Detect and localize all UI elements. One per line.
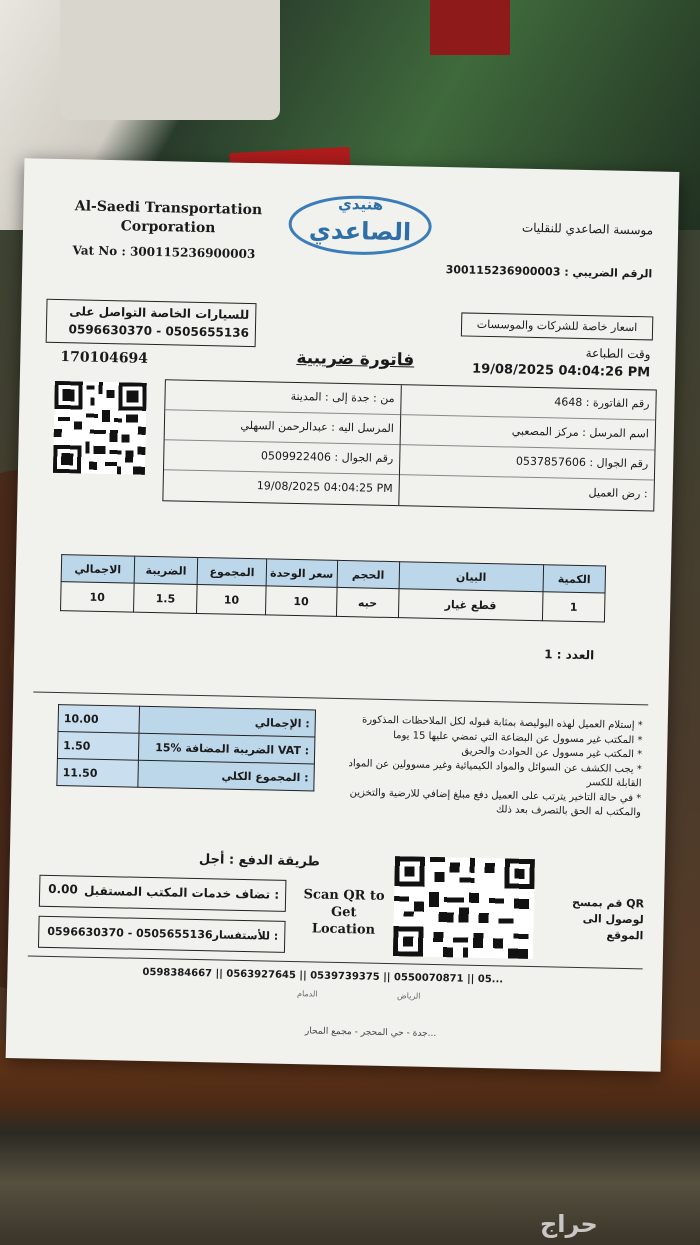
note-item: * إستلام العميل لهذه البوليصة بمثابة قبوله لكل الملاحظات المذكورة	[361, 714, 643, 732]
inquiry-phones: 0596630370 - 0505655136	[47, 924, 213, 942]
address: جدة - حي المحجر - مجمع المحار...	[304, 1026, 437, 1040]
contact-line-2: 0596630370 - 0505655136	[68, 322, 250, 340]
cell-unit-price: 10	[265, 586, 336, 616]
header-sum: المجموع	[198, 557, 267, 585]
print-time-label: وقت الطباعة	[585, 346, 651, 362]
totals-table	[56, 704, 316, 791]
vat-number-ar: الرقم الضريبي : 300115236900003	[445, 263, 653, 281]
header-size: الحجم	[337, 560, 400, 588]
printer-background	[60, 0, 280, 120]
bill-number: 170104694	[60, 349, 149, 367]
fees-label: تضاف خدمات المكتب المستقبل :	[83, 883, 280, 902]
header-quantity: الكمية	[543, 565, 606, 593]
note-item: * في حالة التاخير يترتب على العميل دفع مبلغ إضافي للارضية والتخزين والمكتب له الحق بالتصرف بعد ذلك	[349, 786, 642, 819]
company-name-ar: موسسة الصاعدي للنقليات	[521, 220, 654, 238]
note-item: * يجب الكشف عن السوائل والمواد الكيميائية وغير مسوولين عن المواد القابلة للكسر	[348, 757, 642, 790]
from-to-field: من : جدة إلى : المدينة	[165, 380, 401, 415]
grand-total-value: 11.50	[57, 759, 139, 788]
recipient-phone-field: رقم الجوال : 0509922406	[164, 440, 400, 475]
divider	[28, 955, 643, 969]
note-item: * المكتب غير مسوول عن البضاعة التي تمضي عليها 15 يوما	[393, 729, 643, 746]
vat-number-en: Vat No : 300115236900003	[72, 243, 256, 262]
header-description: البيان	[399, 562, 543, 592]
scan-qr-en: Scan QR to Get Location	[303, 887, 385, 938]
inquiry-label: للأستفسار :	[212, 928, 279, 943]
contact-line-1: للسيارات الخاصة التواصل على	[69, 304, 250, 322]
items-count: العدد : 1	[544, 647, 595, 663]
grand-total-label: المجموع الكلي :	[138, 760, 315, 791]
header-unit-price: سعر الوحدة	[266, 559, 337, 587]
invoice-title: فاتورة ضريبية	[296, 347, 415, 371]
invoice-paper	[6, 158, 680, 1072]
haraj-watermark: حراج	[540, 1210, 598, 1238]
red-object-background	[430, 0, 510, 55]
shipment-info-box	[162, 379, 656, 511]
print-time-value: 19/08/2025 04:04:26 PM	[471, 361, 651, 381]
client-field: رض العميل :	[588, 486, 648, 501]
location-qr-code-icon	[393, 856, 535, 959]
qr-code-icon	[53, 381, 147, 475]
divider	[33, 692, 648, 706]
info-left-column	[163, 380, 401, 505]
vat-value: 1.50	[57, 732, 139, 761]
totals-row	[57, 759, 315, 791]
subtotal-value: 10.00	[58, 705, 140, 734]
payment-method: طريقة الدفع : أجل	[198, 852, 320, 870]
vat-label: الضريبة المضافة %15 VAT :	[138, 733, 315, 764]
private-cars-contact-box	[46, 299, 257, 347]
cell-size: حبه	[336, 587, 399, 617]
branch-dammam: الدمام	[296, 989, 318, 999]
branch-phones: 0598384667 || 0563927645 || 0539739375 || 0550070871 || 05...	[142, 966, 504, 986]
cell-sum: 10	[197, 584, 266, 614]
company-name-en: Al-Saedi Transportation Corporation	[74, 198, 263, 237]
subtotal-label: الإجمالي :	[139, 706, 316, 737]
fees-value: 0.00	[48, 881, 78, 897]
svg-text:هنيدي: هنيدي	[337, 194, 384, 214]
cell-quantity: 1	[542, 592, 605, 622]
info-right-column	[399, 385, 655, 510]
cell-tax: 1.5	[133, 583, 197, 613]
inquiry-box	[38, 916, 286, 953]
items-table	[60, 554, 606, 622]
terms-notes	[331, 713, 643, 821]
header-tax: الضريبة	[134, 556, 198, 584]
receiving-office-fees-box	[39, 875, 287, 912]
scan-qr-ar: قم بمسح QR لوصول الى الموقع	[571, 895, 645, 943]
svg-text:الصاعدي: الصاعدي	[308, 216, 412, 247]
recipient-field: المرسل اليه : عبدالرحمن السهلي	[165, 410, 401, 445]
note-item: * المكتب غير مسوول عن الحوادث والحريق	[461, 745, 643, 761]
sender-phone-field: رقم الجوال : 0537857606	[400, 445, 655, 480]
sender-name-field: اسم المرسل : مركز المصعبي	[401, 415, 656, 450]
invoice-number-field: رقم الفاتورة : 4648	[401, 385, 656, 420]
header-total: الاجمالي	[61, 555, 134, 584]
special-prices-box: اسعار خاصة للشركات والموسسات	[461, 312, 653, 340]
cell-description: قطع غيار	[398, 589, 543, 621]
company-logo	[285, 186, 436, 259]
branch-riyadh: الرياض	[396, 991, 421, 1001]
cell-total: 10	[61, 582, 134, 613]
shipment-date-field: 19/08/2025 04:04:25 PM	[256, 479, 393, 496]
